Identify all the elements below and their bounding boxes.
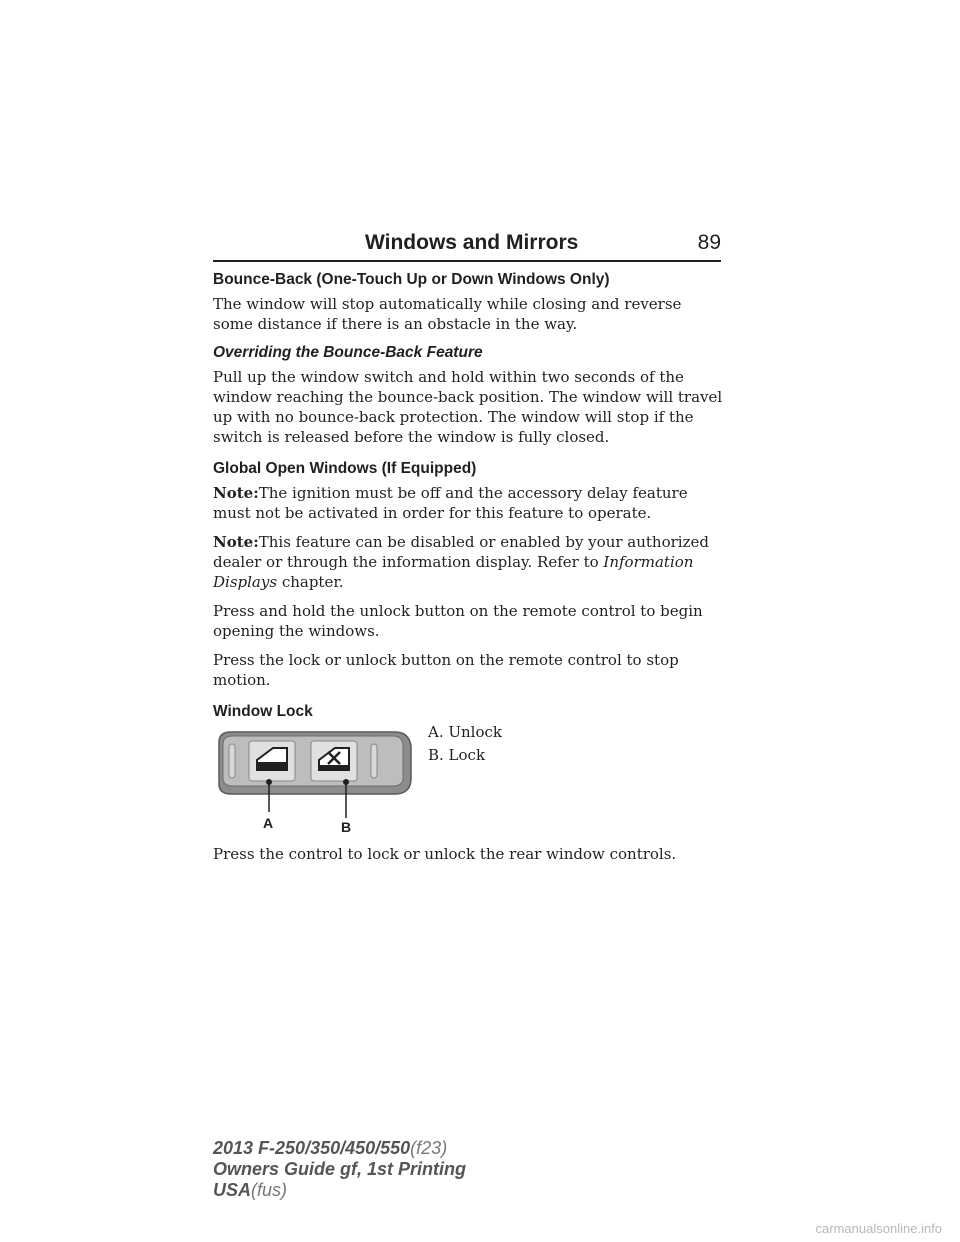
- override-heading: Overriding the Bounce-Back Feature: [213, 344, 483, 361]
- note-feature-enable: [213, 532, 723, 592]
- page-number: 89: [697, 231, 721, 254]
- window-lock-switch-illustration: [213, 724, 413, 832]
- footer-model: 2013 F-250/350/450/550: [213, 1138, 411, 1158]
- footer-market: USA: [213, 1180, 252, 1200]
- window-lock-body: Press the control to lock or unlock the rear window controls.: [213, 845, 677, 863]
- window-lock-heading: Window Lock: [213, 703, 313, 720]
- note-feature-text-a: This feature can be disabled or enabled by your authorized dealer or through the information display. Refer to: [213, 533, 709, 571]
- footer-market-line: [213, 1180, 466, 1201]
- note-feature-text-b: chapter.: [277, 573, 344, 591]
- global-open-heading: Global Open Windows (If Equipped): [213, 460, 477, 477]
- note-label: Note:: [213, 484, 259, 502]
- figure-callouts: [428, 722, 502, 768]
- note-ignition-text: The ignition must be off and the accessory delay feature must not be activated in order for this feature to operate.: [213, 484, 688, 522]
- footer-model-code: (f23): [410, 1138, 448, 1158]
- callout-a: A. Unlock: [428, 723, 502, 741]
- note-label: Note:: [213, 533, 259, 551]
- section-title: Windows and Mirrors: [365, 231, 579, 254]
- global-open-instruction: Press and hold the unlock button on the remote control to begin opening the windows.: [213, 602, 703, 640]
- footer-model-line: [213, 1138, 466, 1159]
- global-stop-instruction: Press the lock or unlock button on the remote control to stop motion.: [213, 651, 679, 689]
- footer-market-code: (fus): [251, 1180, 288, 1200]
- bounce-back-heading: Bounce-Back (One-Touch Up or Down Windows Only): [213, 271, 610, 288]
- footer-guide-line: Owners Guide gf, 1st Printing: [213, 1159, 467, 1179]
- watermark: carmanualsonline.info: [815, 1221, 942, 1236]
- note-ignition: [213, 483, 723, 523]
- override-body: Pull up the window switch and hold within two seconds of the window reaching the bounce-back position. The window will travel up with no bounce-back protection. The window will stop if the switch is released before the window is fully closed.: [213, 368, 723, 446]
- window-lock-figure-row: [213, 722, 723, 832]
- callout-b: B. Lock: [428, 746, 486, 764]
- figure-label-a: A: [263, 815, 274, 831]
- page-header: [213, 230, 721, 262]
- bounce-back-body: The window will stop automatically while closing and reverse some distance if there is an obstacle in the way.: [213, 295, 682, 333]
- page-content: [213, 270, 723, 864]
- figure-label-b: B: [341, 819, 352, 832]
- page-footer: [213, 1138, 466, 1201]
- information-displays-reference: Information Displays: [213, 553, 694, 591]
